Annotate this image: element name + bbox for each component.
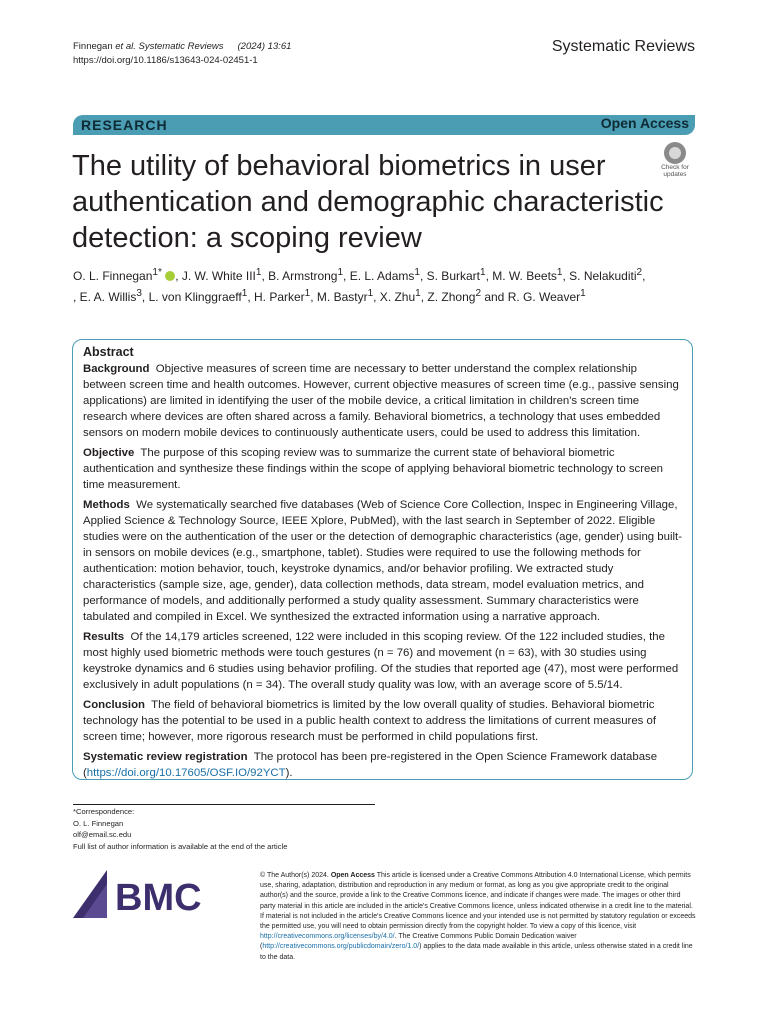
affiliation-mark: 1 <box>241 288 248 299</box>
header-journal: Systematic Reviews <box>138 41 224 52</box>
header-doi[interactable]: https://doi.org/10.1186/s13643-024-02451-1 <box>73 55 258 66</box>
header-year-issue: (2024) 13:61 <box>237 41 292 52</box>
section-label: Background <box>83 363 150 375</box>
affiliation-mark: 1 <box>255 267 262 278</box>
author-name: and R. G. Weaver <box>481 290 581 304</box>
author-name: , E. A. Willis <box>73 290 137 304</box>
license-link[interactable]: http://creativecommons.org/licenses/by/4.0/ <box>260 933 395 941</box>
section-label: Conclusion <box>83 699 146 711</box>
journal-name: Systematic Reviews <box>551 38 695 55</box>
article-title: The utility of behavioral biometrics in user authentication and demographic characteristic detection: a scoping review <box>72 150 664 254</box>
abstract-heading: Abstract <box>83 345 134 359</box>
license-oa-label: Open Access <box>330 872 375 879</box>
footnote-divider <box>73 804 375 805</box>
abstract-box <box>72 339 693 780</box>
author-list: O. L. Finnegan$^{1*}$ , J. W. White III$^1$, B. Armstrong$^1$, E. L. Adams$^1$, S. Burkart$^1$, M. W. Beets$^1$, S. Nelakuditi$^2$, , E. A. Willis$^3$, L. von Klinggraeff$^1$, H. Parker$^1$, M. Bastyr$^1$, X. Zhu$^1$, Z. Zhong$^2$ and R. G. Weaver$^1$ <box>73 267 646 304</box>
abstract-objective <box>83 445 682 493</box>
affiliation-mark: 1 <box>367 288 374 299</box>
license-text: This article is licensed under a Creative Commons Attribution 4.0 International License, which permits use, sharing, adaptation, distribution and reproduction in any medium or format, as long as you give appropriate credit to the original author(s) and the source, provide a link to the Creative Commons licence, and indicate if changes were made. The images or other third party material in this article are included in the article's Creative Commons licence, unless indicated otherwise in a credit line to the material. If material is not included in the article's Creative Commons licence and your intended use is not permitted by statutory regulation or exceeds the permitted use, you will need to obtain permission directly from the copyright holder. To view a copy of this licence, visit <box>260 872 696 931</box>
running-header <box>73 40 291 68</box>
abstract-methods <box>83 497 682 625</box>
check-updates-text: Check for updates <box>661 164 689 178</box>
author-name: , S. Nelakuditi <box>562 269 637 283</box>
orcid-icon[interactable] <box>165 271 175 281</box>
author-name: , S. Burkart <box>419 269 480 283</box>
affiliation-mark: 2 <box>636 267 643 278</box>
header-authors: Finnegan <box>73 41 113 52</box>
paren: ). <box>285 767 293 779</box>
section-label: Methods <box>83 499 130 511</box>
abstract-background <box>83 361 682 441</box>
author-name: , H. Parker <box>247 290 305 304</box>
affiliation-mark: 1 <box>580 288 586 299</box>
license-text: . The Creative Commons Public Domain Dedication waiver ( <box>260 933 577 951</box>
affiliation-mark: 2 <box>475 288 481 299</box>
correspondence-block <box>73 806 287 852</box>
section-text: The purpose of this scoping review was to summarize the current state of behavioral biometric authentication and synthesize these findings within the scope of applying behavioral biometric technology to screen time measurement. <box>83 447 664 491</box>
license-text: ) applies to the data made available in this article, unless otherwise stated in a credit line to the data. <box>260 943 693 961</box>
affiliation-mark: 1 <box>480 267 486 278</box>
check-updates-icon <box>664 142 686 164</box>
license-statement <box>260 871 697 963</box>
author-info-note: Full list of author information is available at the end of the article <box>73 841 288 851</box>
section-label: Systematic review registration <box>83 751 248 763</box>
registration-link[interactable]: https://doi.org/10.17605/OSF.IO/92YCT <box>86 767 286 779</box>
correspondence-email[interactable]: olf@email.sc.edu <box>73 830 132 839</box>
open-access-label: Open Access <box>600 115 689 131</box>
public-domain-link[interactable]: http://creativecommons.org/publicdomain/zero/1.0/ <box>262 943 420 951</box>
abstract-registration <box>83 749 682 781</box>
correspondence-name: O. L. Finnegan <box>73 818 124 828</box>
author-name: , Z. Zhong <box>420 290 476 304</box>
affiliation-mark: 1 <box>337 267 344 278</box>
section-text: Objective measures of screen time are necessary to better understand the complex relationship between screen time and health outcomes. However, current objective measures of screen time (e.g., passive sensing applications) are limited in identifying the user of the mobile device, a critical limitation in children's screen time research where devices are often shared across a family. Behavioral biometrics, a technology that uses embedded sensors on modern mobile devices to continuously authenticate users, could be used to address this limitation. <box>83 363 679 439</box>
author-name: , X. Zhu <box>373 290 416 304</box>
section-label: Results <box>83 631 125 643</box>
affiliation-mark: 3 <box>136 288 142 299</box>
author-name: , J. W. White III <box>175 269 256 283</box>
research-banner <box>73 115 695 135</box>
author-name: , B. Armstrong <box>261 269 338 283</box>
affiliation-mark: 1 <box>304 288 311 299</box>
affiliation-mark: 1 <box>414 267 420 278</box>
bmc-logo-text: BMC <box>115 877 202 918</box>
header-et-al: et al. <box>115 41 136 52</box>
section-text: The protocol has been pre-registered in the Open Science Framework database <box>253 751 658 763</box>
author-name: , M. Bastyr <box>310 290 368 304</box>
affiliation-mark: 1 <box>415 288 421 299</box>
article-type-label: RESEARCH <box>81 117 168 133</box>
check-for-updates-badge[interactable] <box>656 142 694 180</box>
affiliation-mark: 1 <box>556 267 563 278</box>
author-name: , M. W. Beets <box>485 269 557 283</box>
section-text: The field of behavioral biometrics is limited by the low overall quality of studies. Behavioral biometric technology has the potential to be used in a public health context to address the limitations of current measures of screen time; however, more rigorous research must be performed in child populations first. <box>83 699 657 743</box>
author-name: , L. von Klinggraeff <box>141 290 242 304</box>
bmc-logo <box>73 870 213 918</box>
section-text: Of the 14,179 articles screened, 122 were included in this scoping review. Of the 122 included studies, the most highly used biometric methods were touch gestures (n = 76) and movement (n = 63), with 30 studies using keystroke dynamics and 6 studies using behavior profiling. Of the studies that reported age (47), most were performed exclusively in adult populations (n = 34). The overall study quality was low, with an average score of 5.5/14. <box>83 631 679 691</box>
abstract-conclusion <box>83 697 682 745</box>
affiliation-mark: 1* <box>152 267 162 278</box>
section-label: Objective <box>83 447 135 459</box>
paren: ( <box>83 767 87 779</box>
copyright-text: © The Author(s) 2024. <box>260 872 329 879</box>
section-text: We systematically searched five databases (Web of Science Core Collection, Inspec in Engineering Village, Applied Science & Technology Source, IEEE Xplore, PubMed), with the last search in September of 2022. Eligible studies were on the authentication of the user or the detection of demographic characteristics (age, gender) using built-in sensors on mobile devices (e.g., smartphone, tablet). Studies were required to use the following methods for authentication: motion behavior, touch, keystroke dynamics, and/or behavior profiling. We extracted study characteristics (sample size, age, gender), data collection methods, data stream, model evaluation metrics, and performance of models, and additionally performed a study quality assessment. Summary characteristics were tabulated and compiled in Excel. We synthesized the extracted information using a narrative approach. <box>83 499 682 623</box>
abstract-results <box>83 629 682 693</box>
author-name: O. L. Finnegan <box>73 269 153 283</box>
author-name: , E. L. Adams <box>343 269 415 283</box>
correspondence-label: *Correspondence: <box>73 807 135 816</box>
